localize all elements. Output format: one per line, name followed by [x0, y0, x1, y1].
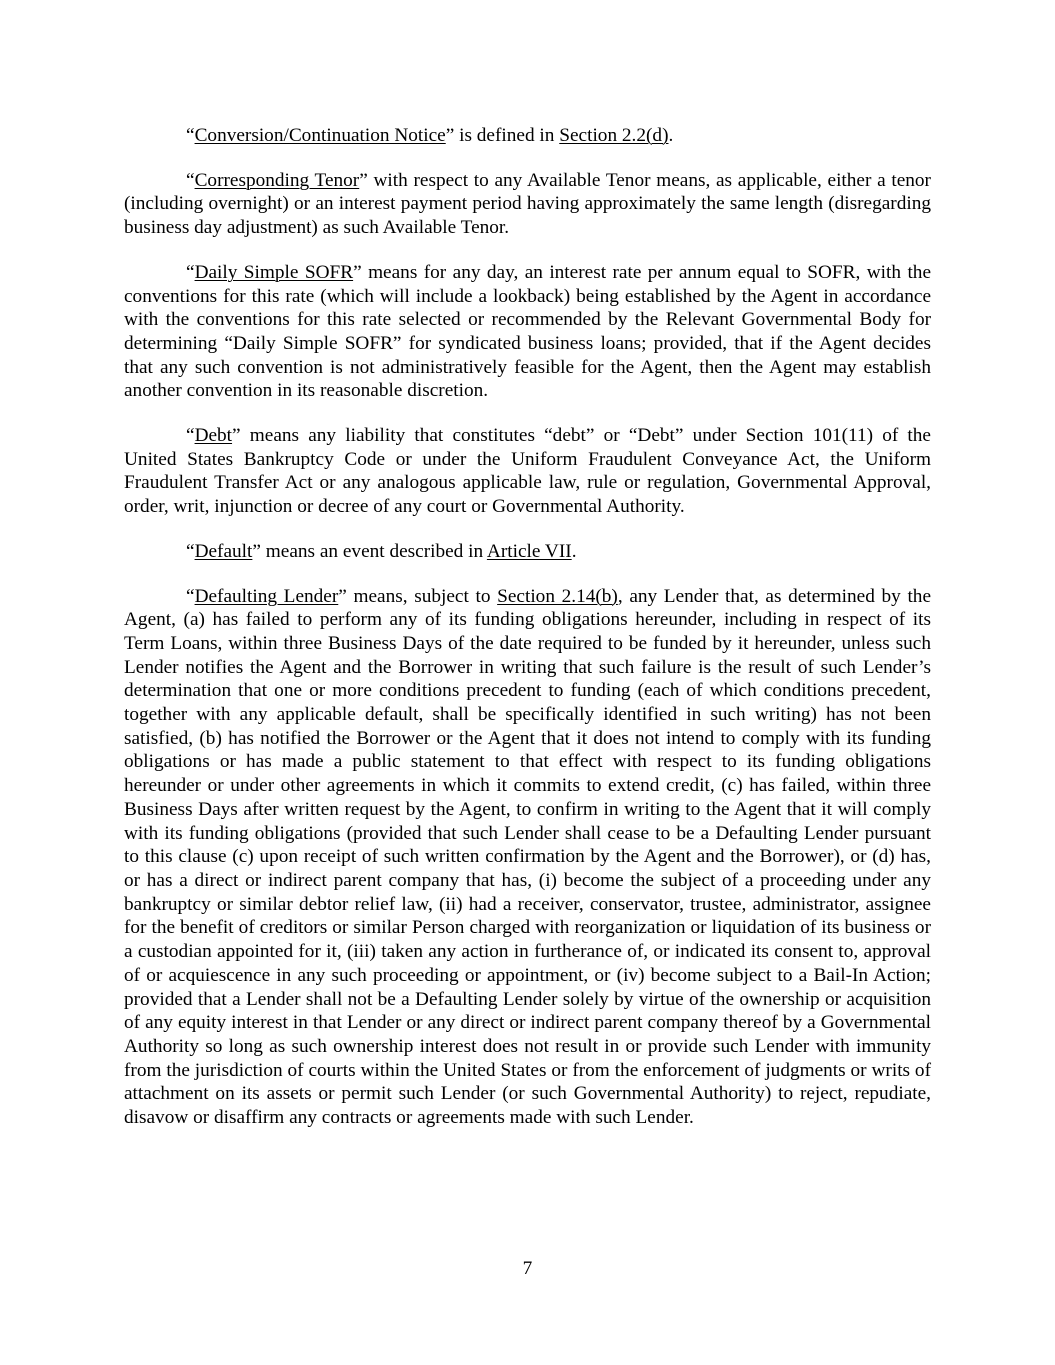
- open-quote: “: [186, 540, 195, 562]
- definition-default: [124, 540, 931, 564]
- open-quote: “: [186, 125, 195, 146]
- definition-text: ” means for any day, an interest rate per annum equal to SOFR, with the conventions for this rate (which will include a lookback) being established by the Agent in accordance with the conventions for this rate selected or recommended by the Relevant Governmental Body for determining “Daily Simple SOFR” for syndicated business loans; provided, that if the Agent decides that any such convention is not administratively feasible for the Agent, then the Agent may establish another convention in its reasonable discretion.: [124, 261, 931, 402]
- open-quote: “: [186, 585, 195, 607]
- page-number: 7: [522, 1258, 533, 1279]
- section-reference: Section 2.14(b): [497, 585, 618, 607]
- definition-daily-simple-sofr: [124, 261, 931, 403]
- definition-debt: [124, 424, 931, 519]
- definition-defaulting-lender: [124, 585, 931, 1130]
- definition-tail: .: [668, 125, 674, 146]
- definition-text: ” with respect to any Available Tenor means, as applicable, either a tenor (including overnight) or an interest payment period having approximately the same length (disregarding business day adjustment) as such Available Tenor.: [124, 169, 931, 239]
- open-quote: “: [186, 261, 195, 283]
- definition-tail: , any Lender that, as determined by the Agent, (a) has failed to perform any of its funding obligations hereunder, including in respect of its Term Loans, within three Business Days of the date required to be funded by it hereunder, unless such Lender notifies the Agent and the Borrower in writing that such failure is the result of such Lender’s determination that one or more conditions precedent to funding (each of which conditions precedent, together with any applicable default, shall be specifically identified in such writing) has not been satisfied, (b) has notified the Borrower or the Agent that it does not intend to comply with its funding obligations or has made a public statement to that effect with respect to its funding obligations hereunder or under other agreements in which it commits to extend credit, (c) has failed, within three Business Days after written request by the Agent, to confirm in writing to the Agent that it will comply with its funding obligations (provided that such Lender shall cease to be a Defaulting Lender pursuant to this clause (c) upon receipt of such written confirmation by the Agent and the Borrower), or (d) has, or has a direct or indirect parent company that has, (i) become the subject of a proceeding under any bankruptcy or similar debtor relief law, (ii) had a receiver, conservator, trustee, administrator, assignee for the benefit of creditors or similar Person charged with reorganization or liquidation of its business or a custodian appointed for it, (iii) taken any action in furtherance of, or indicated its consent to, approval of or acquiescence in any such proceeding or appointment, or (iv) become subject to a Bail-In Action; provided that a Lender shall not be a Defaulting Lender solely by virtue of the ownership or acquisition of any equity interest in that Lender or any direct or indirect parent company thereof by a Governmental Authority so long as such ownership interest does not result in or provide such Lender with immunity from the jurisdiction of courts within the United States or from the enforcement of judgments or writs of attachment on its assets or permit such Lender (or such Governmental Authority) to reject, repudiate, disavow or disaffirm any contracts or agreements made with such Lender.: [124, 585, 932, 1129]
- definition-text: ” means, subject to: [338, 585, 498, 607]
- definition-text: ” means an event described in: [252, 540, 487, 562]
- open-quote: “: [186, 169, 195, 191]
- page-body: [124, 124, 931, 1151]
- definition-tail: .: [571, 540, 577, 562]
- section-reference: Section 2.2(d): [559, 125, 669, 146]
- definition-corresponding-tenor: [124, 169, 931, 240]
- open-quote: “: [186, 425, 195, 447]
- defined-term: Default: [194, 540, 253, 562]
- defined-term: Debt: [194, 425, 233, 447]
- definition-text: ” is defined in: [445, 125, 560, 146]
- defined-term: Conversion/Continuation Notice: [194, 125, 446, 146]
- article-reference: Article VII: [486, 540, 572, 562]
- definition-text: ” means any liability that constitutes “debt” or “Debt” under Section 101(11) of the United States Bankruptcy Code or under the Uniform Fraudulent Conveyance Act, the Uniform Fraudulent Transfer Act or any analogous applicable law, rule or regulation, Governmental Approval, order, writ, injunction or decree of any court or Governmental Authority.: [124, 425, 931, 518]
- defined-term: Defaulting Lender: [194, 585, 339, 607]
- definition-conversion-continuation-notice: [124, 124, 931, 148]
- defined-term: Daily Simple SOFR: [194, 261, 354, 283]
- defined-term: Corresponding Tenor: [194, 169, 360, 191]
